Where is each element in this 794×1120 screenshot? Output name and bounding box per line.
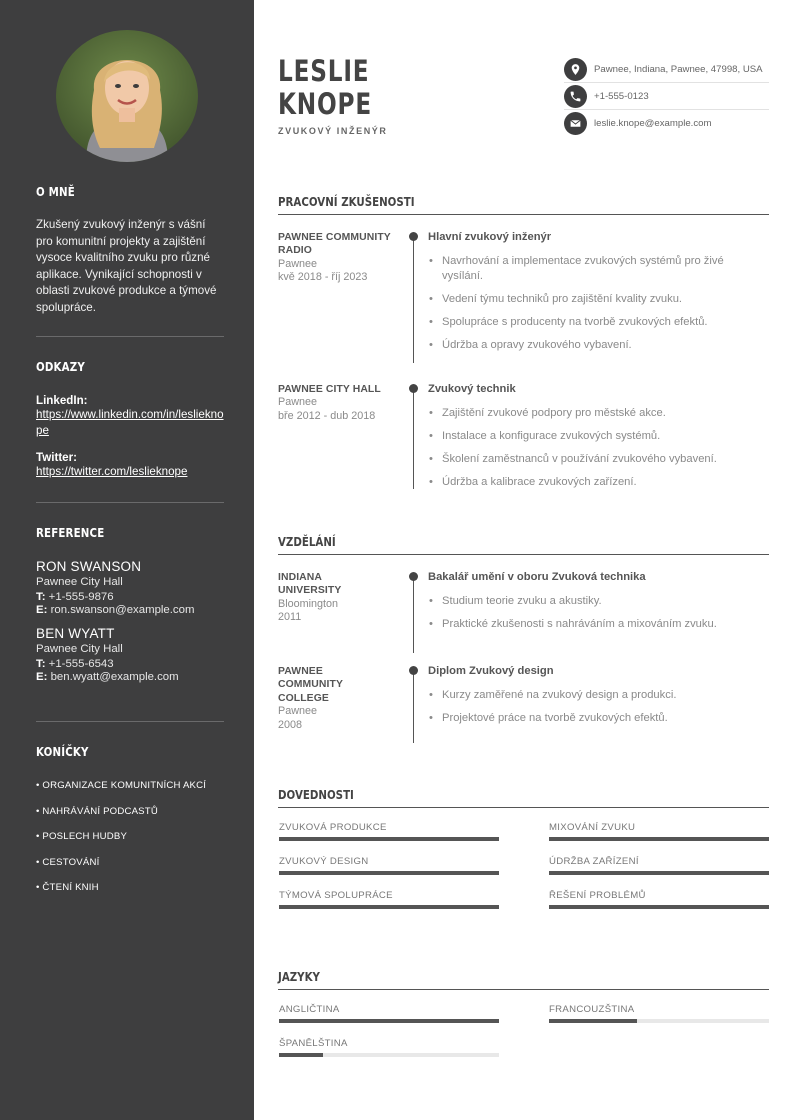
list-item: • Studium teorie zvuku a akustiky. [428,594,758,609]
skill-name: TÝMOVÁ SPOLUPRÁCE [279,890,393,901]
email-text: leslie.knope@example.com [594,118,712,129]
entry-bullets [428,254,758,352]
language-item [549,1003,769,1023]
about-text: Zkušený zvukový inženýr s vášní pro komunitní projekty a zajištění vysoce kvalitního zvuku pro různé aplikace. Vynikající schopnosti v oblasti zvukové produkce a týmové spolupráce. [36,218,217,314]
skill-bar-fill [549,905,769,909]
skill-item [549,821,769,841]
language-bar [279,1053,499,1057]
list-item: • Projektové práce na tvorbě zvukových efektů. [428,711,758,726]
hobby-item: • ČTENÍ KNIH [36,882,99,893]
email-icon [564,112,587,135]
entry-title: Zvukový technik [428,383,516,395]
skill-bar [549,905,769,909]
skill-bar-fill [279,871,499,875]
timeline-dot [409,232,418,241]
entry-title: Bakalář umění v oboru Zvuková technika [428,571,646,583]
links-heading: ODKAZY [36,359,85,374]
languages-heading: JAZYKY [278,969,769,990]
skill-bar [279,871,499,875]
sidebar-divider [36,502,224,503]
language-name: FRANCOUZŠTINA [549,1004,635,1015]
skill-name: MIXOVÁNÍ ZVUKU [549,822,636,833]
timeline-line [413,573,414,653]
list-item: • Údržba a kalibrace zvukových zařízení. [428,475,758,490]
about-section [36,184,224,317]
skill-name: ZVUKOVÝ DESIGN [279,856,369,867]
twitter-link[interactable]: https://twitter.com/leslieknope [36,465,188,478]
entry-dates: bře 2012 - dub 2018 [278,410,376,422]
sidebar-divider [36,336,224,337]
about-heading: O MNĚ [36,184,75,199]
entry-dates: 2011 [278,611,302,624]
entry-org: PAWNEE COMMUNITY RADIO [278,232,391,257]
reference-name: BEN WYATT [36,626,115,641]
list-item: • Údržba a opravy zvukového vybavení. [428,338,758,353]
entry-bullets [428,688,758,726]
sidebar-divider [36,721,224,722]
reference-email: E: ron.swanson@example.com [36,604,195,616]
reference-phone: T: +1-555-6543 [36,658,114,670]
entry-org-block [278,665,373,732]
entry-details [428,571,758,640]
contact-phone [564,83,769,110]
hobby-item: • NAHRÁVÁNÍ PODCASTŮ [36,805,158,817]
language-bar-fill [279,1053,323,1057]
entry-title: Hlavní zvukový inženýr [428,231,552,243]
hobby-item: • CESTOVÁNÍ [36,856,100,868]
skill-item [279,821,499,841]
entry-org-block [278,383,398,424]
link-linkedin [36,394,224,438]
list-item: • Školení zaměstnanců v používání zvukového vybavení. [428,452,758,467]
references-section [36,525,224,683]
contact-email [564,110,769,137]
entry-details [428,665,758,734]
list-item: • Kurzy zaměřené na zvukový design a produkci. [428,688,758,703]
entry-org-block [278,571,373,625]
skill-bar [279,837,499,841]
list-item: • Instalace a konfigurace zvukových systémů. [428,429,758,444]
candidate-name [278,55,372,121]
linkedin-link[interactable]: https://www.linkedin.com/in/leslieknope [36,408,224,437]
skill-bar-fill [279,837,499,841]
skills-heading: DOVEDNOSTI [278,787,769,808]
language-name: ŠPANĚLŠTINA [279,1038,348,1049]
twitter-label: Twitter: [36,451,78,464]
hobbies-section [36,744,224,907]
profile-photo [56,30,198,162]
last-name: KNOPE [278,87,372,121]
timeline-line [413,233,414,363]
hobby-item: • POSLECH HUDBY [36,831,128,842]
entry-location: Pawnee [278,396,318,409]
address-text: Pawnee, Indiana, Pawnee, 47998, USA [594,63,763,75]
entry-dates: kvě 2018 - říj 2023 [278,271,368,284]
skill-bar-fill [549,871,769,875]
reference-email: E: ben.wyatt@example.com [36,671,179,683]
language-item [279,1037,499,1057]
skill-item [549,889,769,909]
entry-dates: 2008 [278,718,303,731]
entry-details [428,231,758,361]
language-bar-fill [279,1019,499,1023]
entry-bullets [428,406,758,490]
entry-details [428,383,758,498]
timeline-line [413,385,414,489]
links-section [36,359,224,480]
linkedin-label: LinkedIn: [36,394,88,407]
skill-bar [549,871,769,875]
phone-text: +1-555-0123 [594,90,649,102]
contact-address [564,56,769,83]
entry-location: Pawnee [278,257,318,270]
language-bar [279,1019,499,1023]
reference-item [36,559,224,616]
skill-bar [279,905,499,909]
list-item: • Zajištění zvukové podpory pro městské akce. [428,406,758,421]
entry-location: Bloomington [278,597,339,610]
skill-bar [549,837,769,841]
hobbies-heading: KONÍČKY [36,744,89,759]
timeline-dot [409,384,418,393]
language-bar [549,1019,769,1023]
reference-company: Pawnee City Hall [36,643,123,655]
skill-item [279,855,499,875]
entry-org-block [278,231,398,285]
first-name: LESLIE [278,54,370,88]
entry-org: PAWNEE CITY HALL [278,384,381,395]
skill-name: ŘEŠENÍ PROBLÉMŮ [549,890,646,901]
timeline-dot [409,666,418,675]
entry-org: INDIANA UNIVERSITY [278,572,342,597]
reference-company: Pawnee City Hall [36,576,123,588]
skill-bar-fill [279,905,499,909]
list-item: • Spolupráce s producenty na tvorbě zvukových efektů. [428,315,758,330]
experience-heading: PRACOVNÍ ZKUŠENOSTI [278,194,769,215]
reference-phone: T: +1-555-9876 [36,591,114,603]
timeline-line [413,667,414,743]
entry-title: Diplom Zvukový design [428,665,554,677]
skill-bar-fill [549,837,769,841]
entry-location: Pawnee [278,705,318,718]
job-role: ZVUKOVÝ INŽENÝR [278,126,388,136]
link-twitter [36,451,224,480]
references-heading: REFERENCE [36,525,105,540]
hobbies-list [36,779,224,907]
entry-org: PAWNEE COMMUNITY COLLEGE [278,666,343,704]
phone-icon [564,85,587,108]
skill-item [549,855,769,875]
list-item: • Vedení týmu techniků pro zajištění kvality zvuku. [428,292,758,307]
education-heading: VZDĚLÁNÍ [278,534,769,555]
language-name: ANGLIČTINA [279,1004,340,1015]
sidebar [0,0,254,1120]
skill-item [279,889,499,909]
skill-name: ZVUKOVÁ PRODUKCE [279,822,387,833]
entry-bullets [428,594,758,632]
list-item: • Navrhování a implementace zvukových systémů pro živé vysílání. [428,254,758,283]
reference-name: RON SWANSON [36,559,142,574]
reference-item [36,626,224,683]
hobby-item: • ORGANIZACE KOMUNITNÍCH AKCÍ [36,780,207,791]
list-item: • Praktické zkušenosti s nahráváním a mixováním zvuku. [428,617,758,632]
skill-name: ÚDRŽBA ZAŘÍZENÍ [549,856,639,867]
language-item [279,1003,499,1023]
timeline-dot [409,572,418,581]
location-icon [564,58,587,81]
language-bar-fill [549,1019,637,1023]
